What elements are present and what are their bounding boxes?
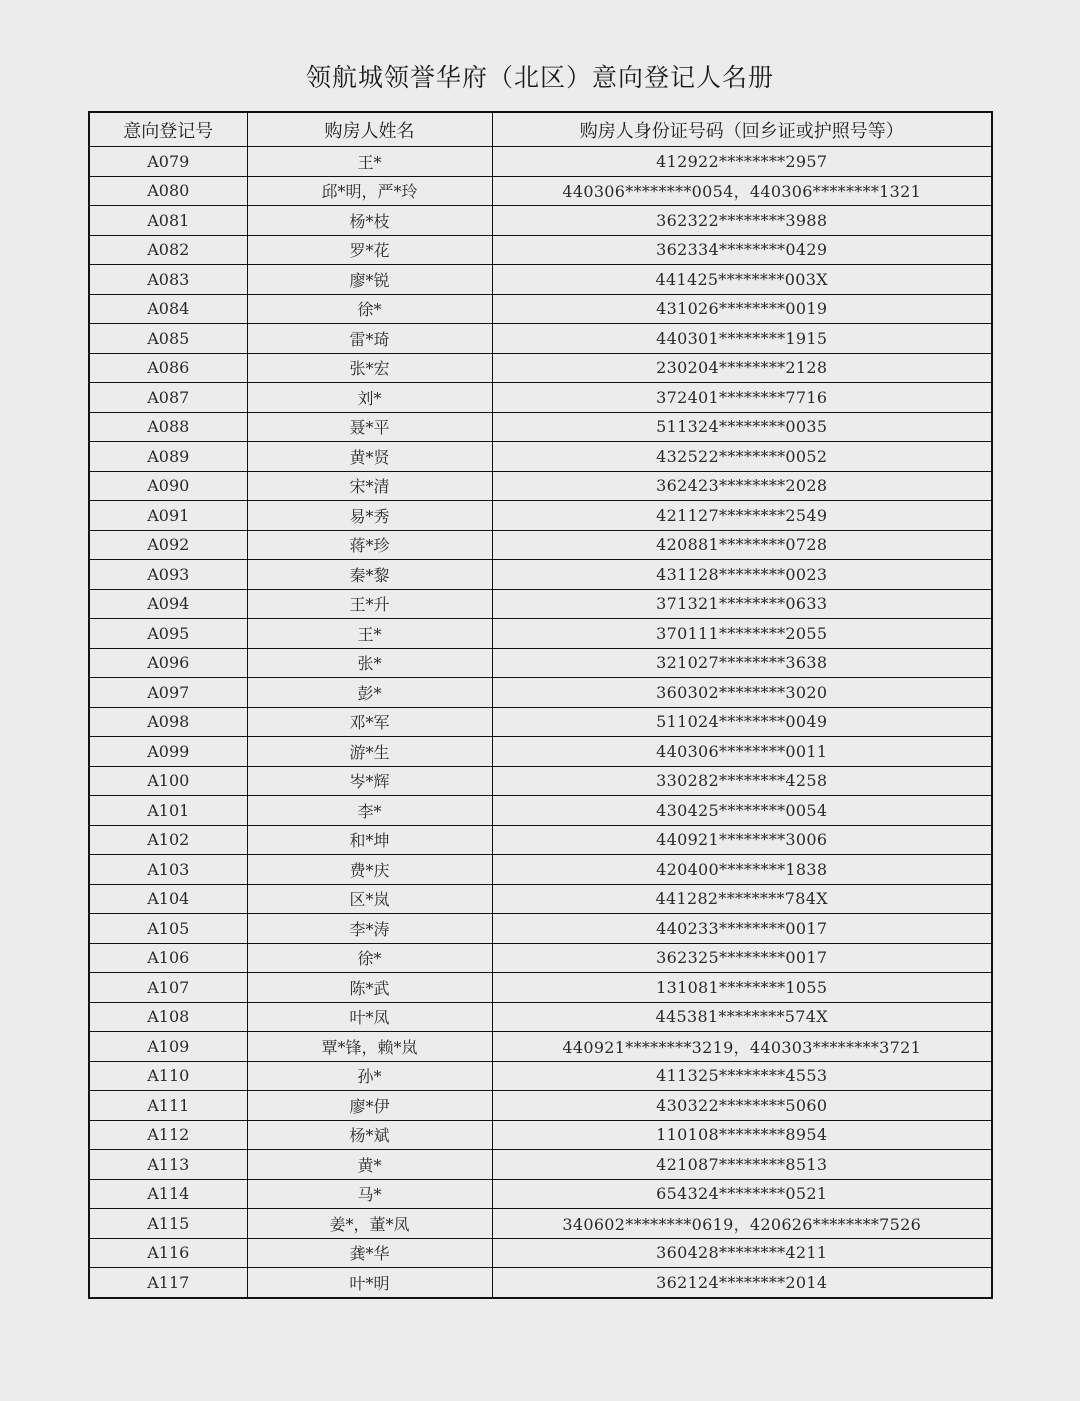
id-number-cell: 421127********2549	[492, 501, 992, 531]
table-row	[89, 796, 992, 826]
id-number-cell: 441425********003X	[492, 265, 992, 295]
registration-number-cell: A086	[89, 353, 247, 383]
id-number-cell: 360428********4211	[492, 1238, 992, 1268]
buyer-name-cell: 易*秀	[247, 501, 492, 531]
table-row	[89, 678, 992, 708]
registration-number-cell: A109	[89, 1032, 247, 1062]
table-row	[89, 265, 992, 295]
table-row	[89, 766, 992, 796]
table-row	[89, 1209, 992, 1239]
table-row	[89, 648, 992, 678]
id-number-cell: 445381********574X	[492, 1002, 992, 1032]
id-number-cell: 421087********8513	[492, 1150, 992, 1180]
registration-number-cell: A092	[89, 530, 247, 560]
table-row	[89, 914, 992, 944]
table-row	[89, 324, 992, 354]
id-number-cell: 412922********2957	[492, 147, 992, 177]
registration-number-cell: A091	[89, 501, 247, 531]
registration-number-cell: A113	[89, 1150, 247, 1180]
buyer-name-cell: 彭*	[247, 678, 492, 708]
registration-number-cell: A117	[89, 1268, 247, 1298]
id-number-cell: 431128********0023	[492, 560, 992, 590]
buyer-name-cell: 黄*贤	[247, 442, 492, 472]
table-row	[89, 176, 992, 206]
buyer-name-cell: 雷*琦	[247, 324, 492, 354]
registration-number-cell: A087	[89, 383, 247, 413]
id-number-cell: 330282********4258	[492, 766, 992, 796]
buyer-name-cell: 陈*武	[247, 973, 492, 1003]
table-row	[89, 1061, 992, 1091]
table-row	[89, 442, 992, 472]
buyer-name-cell: 刘*	[247, 383, 492, 413]
table-row	[89, 412, 992, 442]
table-row	[89, 707, 992, 737]
registration-number-cell: A106	[89, 943, 247, 973]
registration-number-cell: A090	[89, 471, 247, 501]
buyer-name-cell: 和*坤	[247, 825, 492, 855]
table-row	[89, 1002, 992, 1032]
buyer-name-cell: 王*	[247, 619, 492, 649]
registration-number-cell: A089	[89, 442, 247, 472]
table-row	[89, 471, 992, 501]
registration-number-cell: A097	[89, 678, 247, 708]
buyer-name-cell: 龚*华	[247, 1238, 492, 1268]
registration-number-cell: A114	[89, 1179, 247, 1209]
table-header-row	[89, 112, 992, 147]
registrant-table	[88, 111, 993, 1299]
registration-number-cell: A102	[89, 825, 247, 855]
registration-number-cell: A108	[89, 1002, 247, 1032]
id-number-cell: 432522********0052	[492, 442, 992, 472]
table-row	[89, 855, 992, 885]
registration-number-cell: A104	[89, 884, 247, 914]
buyer-name-cell: 姜*，董*凤	[247, 1209, 492, 1239]
table-row	[89, 1120, 992, 1150]
table-body	[89, 147, 992, 1298]
id-number-cell: 362423********2028	[492, 471, 992, 501]
buyer-name-cell: 叶*凤	[247, 1002, 492, 1032]
registration-number-cell: A115	[89, 1209, 247, 1239]
id-number-cell: 420400********1838	[492, 855, 992, 885]
id-number-cell: 431026********0019	[492, 294, 992, 324]
id-number-cell: 440306********0054，440306********1321	[492, 176, 992, 206]
buyer-name-cell: 秦*黎	[247, 560, 492, 590]
buyer-name-cell: 徐*	[247, 294, 492, 324]
id-number-cell: 370111********2055	[492, 619, 992, 649]
table-row	[89, 825, 992, 855]
registration-number-cell: A084	[89, 294, 247, 324]
id-number-cell: 371321********0633	[492, 589, 992, 619]
id-number-cell: 511324********0035	[492, 412, 992, 442]
buyer-name-cell: 宋*清	[247, 471, 492, 501]
registration-number-cell: A095	[89, 619, 247, 649]
id-number-cell: 362325********0017	[492, 943, 992, 973]
id-number-cell: 230204********2128	[492, 353, 992, 383]
registration-number-cell: A111	[89, 1091, 247, 1121]
buyer-name-cell: 张*	[247, 648, 492, 678]
id-number-cell: 440301********1915	[492, 324, 992, 354]
registration-number-cell: A107	[89, 973, 247, 1003]
id-number-cell: 362334********0429	[492, 235, 992, 265]
table-row	[89, 560, 992, 590]
id-number-cell: 360302********3020	[492, 678, 992, 708]
buyer-name-cell: 区*岚	[247, 884, 492, 914]
buyer-name-cell: 王*升	[247, 589, 492, 619]
registration-number-cell: A079	[89, 147, 247, 177]
id-number-cell: 430425********0054	[492, 796, 992, 826]
buyer-name-cell: 孙*	[247, 1061, 492, 1091]
id-number-cell: 321027********3638	[492, 648, 992, 678]
id-number-cell: 430322********5060	[492, 1091, 992, 1121]
registration-number-cell: A099	[89, 737, 247, 767]
buyer-name-cell: 王*	[247, 147, 492, 177]
registration-number-cell: A081	[89, 206, 247, 236]
registration-number-cell: A082	[89, 235, 247, 265]
table-row	[89, 383, 992, 413]
id-number-cell: 340602********0619，420626********7526	[492, 1209, 992, 1239]
registration-number-cell: A083	[89, 265, 247, 295]
registration-number-cell: A110	[89, 1061, 247, 1091]
table-row	[89, 1091, 992, 1121]
table-row	[89, 501, 992, 531]
table-row	[89, 1150, 992, 1180]
table-row	[89, 1179, 992, 1209]
table-row	[89, 589, 992, 619]
table-row	[89, 530, 992, 560]
table-row	[89, 973, 992, 1003]
buyer-name-cell: 杨*斌	[247, 1120, 492, 1150]
id-number-cell: 362124********2014	[492, 1268, 992, 1298]
table-row	[89, 737, 992, 767]
buyer-name-cell: 邓*军	[247, 707, 492, 737]
column-header-buyer-name: 购房人姓名	[247, 112, 492, 147]
id-number-cell: 440921********3219，440303********3721	[492, 1032, 992, 1062]
buyer-name-cell: 马*	[247, 1179, 492, 1209]
registration-number-cell: A112	[89, 1120, 247, 1150]
table-row	[89, 943, 992, 973]
buyer-name-cell: 徐*	[247, 943, 492, 973]
id-number-cell: 441282********784X	[492, 884, 992, 914]
table-row	[89, 1032, 992, 1062]
buyer-name-cell: 邱*明，严*玲	[247, 176, 492, 206]
buyer-name-cell: 岑*辉	[247, 766, 492, 796]
table-row	[89, 294, 992, 324]
table-row	[89, 1268, 992, 1298]
buyer-name-cell: 廖*伊	[247, 1091, 492, 1121]
table-row	[89, 235, 992, 265]
page-title: 领航城领誉华府（北区）意向登记人名册	[305, 63, 774, 92]
buyer-name-cell: 李*	[247, 796, 492, 826]
id-number-cell: 110108********8954	[492, 1120, 992, 1150]
registration-number-cell: A100	[89, 766, 247, 796]
registration-number-cell: A105	[89, 914, 247, 944]
column-header-id-number: 购房人身份证号码（回乡证或护照号等）	[492, 112, 992, 147]
registration-number-cell: A101	[89, 796, 247, 826]
buyer-name-cell: 覃*锋，赖*岚	[247, 1032, 492, 1062]
table-row	[89, 206, 992, 236]
id-number-cell: 362322********3988	[492, 206, 992, 236]
buyer-name-cell: 聂*平	[247, 412, 492, 442]
buyer-name-cell: 费*庆	[247, 855, 492, 885]
buyer-name-cell: 黄*	[247, 1150, 492, 1180]
id-number-cell: 511024********0049	[492, 707, 992, 737]
buyer-name-cell: 蒋*珍	[247, 530, 492, 560]
id-number-cell: 440921********3006	[492, 825, 992, 855]
buyer-name-cell: 杨*枝	[247, 206, 492, 236]
buyer-name-cell: 李*涛	[247, 914, 492, 944]
id-number-cell: 654324********0521	[492, 1179, 992, 1209]
table-row	[89, 1238, 992, 1268]
id-number-cell: 420881********0728	[492, 530, 992, 560]
registration-number-cell: A103	[89, 855, 247, 885]
registration-number-cell: A093	[89, 560, 247, 590]
id-number-cell: 411325********4553	[492, 1061, 992, 1091]
table-row	[89, 884, 992, 914]
buyer-name-cell: 叶*明	[247, 1268, 492, 1298]
buyer-name-cell: 游*生	[247, 737, 492, 767]
registration-number-cell: A085	[89, 324, 247, 354]
column-header-registration-number: 意向登记号	[89, 112, 247, 147]
id-number-cell: 440233********0017	[492, 914, 992, 944]
registration-number-cell: A094	[89, 589, 247, 619]
id-number-cell: 372401********7716	[492, 383, 992, 413]
buyer-name-cell: 廖*锐	[247, 265, 492, 295]
table-row	[89, 147, 992, 177]
id-number-cell: 131081********1055	[492, 973, 992, 1003]
registration-number-cell: A096	[89, 648, 247, 678]
id-number-cell: 440306********0011	[492, 737, 992, 767]
registration-number-cell: A088	[89, 412, 247, 442]
registration-number-cell: A080	[89, 176, 247, 206]
table-row	[89, 619, 992, 649]
table-row	[89, 353, 992, 383]
buyer-name-cell: 罗*花	[247, 235, 492, 265]
buyer-name-cell: 张*宏	[247, 353, 492, 383]
registration-number-cell: A098	[89, 707, 247, 737]
registration-number-cell: A116	[89, 1238, 247, 1268]
